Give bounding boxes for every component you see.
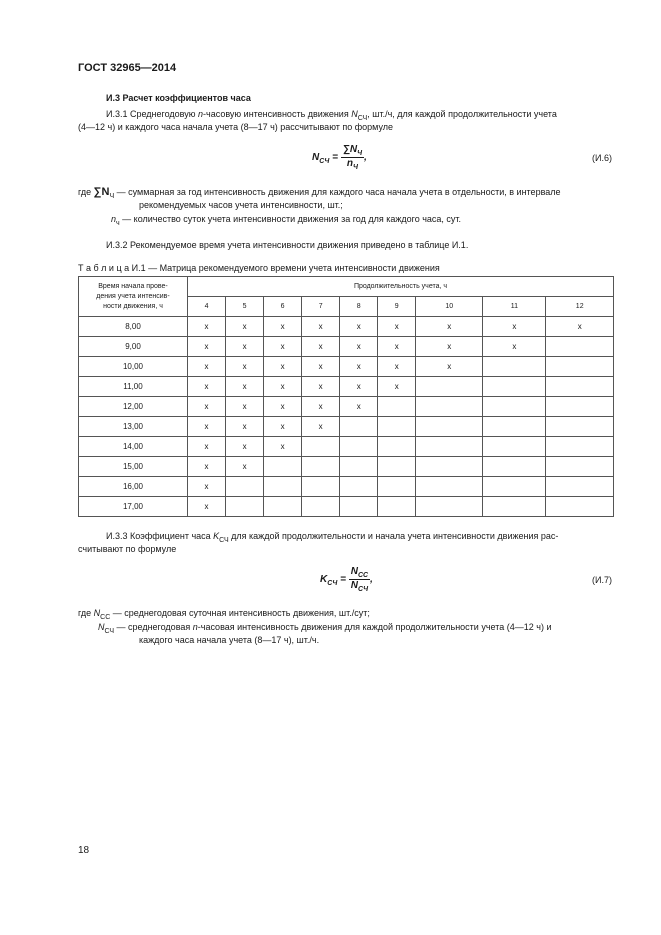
matrix-cell <box>302 437 340 457</box>
p1-tail: , шт./ч, для каждой продолжительности учета <box>367 109 557 119</box>
w2-text1: — среднегодовая суточная интенсивность движения, шт./сут; <box>110 608 370 618</box>
w1-sub2: ч <box>116 219 120 227</box>
matrix-cell <box>416 477 483 497</box>
matrix-cell: x <box>378 377 416 397</box>
matrix-cell <box>416 377 483 397</box>
matrix-cell: x <box>264 437 302 457</box>
f7-num-sub: СС <box>357 572 369 579</box>
matrix-cell: x <box>226 337 264 357</box>
page-number: 18 <box>78 845 90 856</box>
matrix-cell <box>483 357 546 377</box>
paragraph-i32: И.3.2 Рекомендуемое время учета интенсивности движения приведено в таблице И.1. <box>106 240 469 250</box>
table-row <box>79 337 614 357</box>
w1-sym: ∑N <box>93 186 110 198</box>
start-hour-cell: 11,00 <box>79 377 188 397</box>
matrix-cell: x <box>302 317 340 337</box>
w1-text2: — количество суток учета интенсивности движения за год для каждого часа, сут. <box>119 214 462 224</box>
matrix-cell: x <box>188 457 226 477</box>
matrix-cell: x <box>416 317 483 337</box>
w1-sym2: n <box>111 214 117 224</box>
matrix-cell: x <box>264 417 302 437</box>
matrix-cell <box>264 457 302 477</box>
start-hour-cell: 16,00 <box>79 477 188 497</box>
f6-num-sub: Ч <box>357 150 363 157</box>
matrix-cell <box>416 417 483 437</box>
matrix-cell <box>378 497 416 517</box>
matrix-cell: x <box>378 337 416 357</box>
w1-sub: Ч <box>109 192 115 200</box>
matrix-cell: x <box>226 357 264 377</box>
matrix-cell: x <box>302 417 340 437</box>
w2-sub1: СС <box>100 613 111 621</box>
matrix-cell: x <box>226 417 264 437</box>
f7-fraction <box>349 566 370 593</box>
matrix-cell: x <box>546 317 614 337</box>
matrix-cell: x <box>302 397 340 417</box>
w1-lead: где <box>78 187 94 197</box>
w2-sym2: N <box>98 622 105 632</box>
matrix-cell <box>483 457 546 477</box>
recommended-time-matrix <box>78 276 614 517</box>
f7-den: N <box>350 580 358 591</box>
w2-lead: где <box>78 608 94 618</box>
matrix-cell: x <box>188 317 226 337</box>
matrix-cell <box>483 417 546 437</box>
column-header-12: 12 <box>546 297 614 317</box>
matrix-cell <box>264 477 302 497</box>
p3-sym: K <box>213 531 220 541</box>
matrix-cell <box>302 497 340 517</box>
p3-lead: И.3.3 Коэффициент часа <box>106 531 214 541</box>
p1-mid: -часовую интенсивность движения <box>203 109 352 119</box>
paragraph-i33 <box>106 530 618 547</box>
where-block-1-cont: рекомендуемых часов учета интенсивности, шт.; <box>139 200 343 210</box>
column-header-5: 5 <box>226 297 264 317</box>
table-row <box>79 377 614 397</box>
matrix-cell: x <box>416 337 483 357</box>
paragraph-i33-line2: считывают по формуле <box>78 544 177 554</box>
column-header-8: 8 <box>340 297 378 317</box>
matrix-cell <box>302 457 340 477</box>
matrix-cell <box>378 457 416 477</box>
matrix-cell: x <box>340 377 378 397</box>
p3-sub: СЧ <box>219 536 229 544</box>
matrix-cell: x <box>226 437 264 457</box>
matrix-cell <box>483 377 546 397</box>
matrix-cell <box>340 497 378 517</box>
column-header-4: 4 <box>188 297 226 317</box>
standard-header: ГОСТ 32965—2014 <box>78 62 177 74</box>
w1-dash: — <box>114 187 129 197</box>
section-title: И.3 Расчет коэффициентов часа <box>106 93 251 103</box>
matrix-cell: x <box>226 317 264 337</box>
matrix-cell <box>264 497 302 517</box>
matrix-cell <box>340 417 378 437</box>
matrix-cell <box>546 377 614 397</box>
matrix-cell <box>378 417 416 437</box>
matrix-cell: x <box>302 357 340 377</box>
formula-i6 <box>312 144 367 171</box>
formula-i7-number: (И.7) <box>592 575 612 585</box>
start-hour-cell: 14,00 <box>79 437 188 457</box>
w2-text2b: -часовая интенсивность движения для каждой продолжительности учета (4—12 ч) и <box>197 622 552 632</box>
matrix-cell: x <box>264 377 302 397</box>
matrix-cell: x <box>226 397 264 417</box>
column-header-7: 7 <box>302 297 340 317</box>
matrix-cell <box>546 397 614 417</box>
matrix-cell: x <box>340 397 378 417</box>
column-header-10: 10 <box>416 297 483 317</box>
matrix-cell: x <box>188 497 226 517</box>
matrix-cell: x <box>483 317 546 337</box>
matrix-cell <box>226 497 264 517</box>
matrix-cell: x <box>188 357 226 377</box>
matrix-cell: x <box>302 337 340 357</box>
column-header-6: 6 <box>264 297 302 317</box>
p1-n: n <box>198 109 204 119</box>
where-block-2-cont: каждого часа начала учета (8—17 ч), шт./ч. <box>139 635 320 645</box>
f6-den: n <box>346 158 353 169</box>
w2-sub2: СЧ <box>104 627 114 635</box>
matrix-cell: x <box>264 337 302 357</box>
p1-lead: И.3.1 Среднегодовую <box>106 109 199 119</box>
matrix-cell <box>226 477 264 497</box>
start-hour-cell: 13,00 <box>79 417 188 437</box>
table-row <box>79 317 614 337</box>
table-row <box>79 437 614 457</box>
matrix-cell <box>483 497 546 517</box>
start-hour-cell: 9,00 <box>79 337 188 357</box>
f6-num: ∑N <box>342 144 358 155</box>
row-header-cell: Время начала прове- дения учета интенсив- ности движения, ч <box>79 277 188 317</box>
table-caption: Т а б л и ц а И.1 — Матрица рекомендуемого времени учета интенсивности движения <box>78 263 440 273</box>
f7-lhs-sub: СЧ <box>327 580 338 588</box>
f6-lhs: N <box>312 152 320 164</box>
column-group-header: Продолжительность учета, ч <box>188 277 614 297</box>
matrix-cell: x <box>416 357 483 377</box>
matrix-cell <box>416 397 483 417</box>
matrix-cell <box>483 397 546 417</box>
f6-eq: = <box>329 152 341 164</box>
f6-end: , <box>364 152 367 164</box>
matrix-cell: x <box>264 317 302 337</box>
matrix-cell: x <box>340 357 378 377</box>
table-row <box>79 457 614 477</box>
matrix-cell: x <box>264 357 302 377</box>
matrix-cell: x <box>188 437 226 457</box>
matrix-cell <box>546 357 614 377</box>
matrix-cell <box>546 417 614 437</box>
f6-den-sub: Ч <box>352 164 358 171</box>
start-hour-cell: 10,00 <box>79 357 188 377</box>
p1-sub: СЧ <box>357 114 368 122</box>
table-body <box>79 317 614 517</box>
matrix-cell: x <box>188 397 226 417</box>
w2-text2a: — среднегодовая <box>114 622 193 632</box>
matrix-cell: x <box>340 317 378 337</box>
matrix-cell: x <box>188 477 226 497</box>
paragraph-i31-line2: (4—12 ч) и каждого часа начала учета (8—17 ч) рассчитывают по формуле <box>78 122 394 132</box>
w2-n: n <box>192 622 198 632</box>
table-row <box>79 397 614 417</box>
table-row <box>79 477 614 497</box>
matrix-cell: x <box>226 457 264 477</box>
matrix-cell <box>378 397 416 417</box>
f7-lhs: K <box>320 574 328 586</box>
matrix-cell <box>546 457 614 477</box>
formula-i7 <box>320 566 373 593</box>
start-hour-cell: 8,00 <box>79 317 188 337</box>
f7-eq: = <box>337 574 349 586</box>
p1-sym: N <box>351 109 358 119</box>
table-row <box>79 357 614 377</box>
w1-text1: суммарная за год интенсивность движения для каждого часа начала учета в отдельности, в интервале <box>128 187 561 197</box>
table-row <box>79 497 614 517</box>
f7-end: , <box>370 574 373 586</box>
matrix-cell <box>546 337 614 357</box>
table-row <box>79 417 614 437</box>
matrix-cell <box>546 477 614 497</box>
matrix-cell: x <box>483 337 546 357</box>
matrix-cell: x <box>226 377 264 397</box>
matrix-cell: x <box>188 417 226 437</box>
matrix-cell <box>546 497 614 517</box>
f6-lhs-sub: СЧ <box>319 158 330 166</box>
matrix-cell: x <box>378 357 416 377</box>
matrix-cell <box>378 477 416 497</box>
column-header-9: 9 <box>378 297 416 317</box>
matrix-cell <box>483 437 546 457</box>
w2-sym1: N <box>93 608 101 618</box>
matrix-cell: x <box>378 317 416 337</box>
start-hour-cell: 15,00 <box>79 457 188 477</box>
formula-i6-number: (И.6) <box>592 153 612 163</box>
matrix-cell <box>416 457 483 477</box>
matrix-cell: x <box>188 337 226 357</box>
matrix-cell <box>378 437 416 457</box>
matrix-cell <box>483 477 546 497</box>
matrix-cell: x <box>340 337 378 357</box>
matrix-cell: x <box>302 377 340 397</box>
f7-num: N <box>350 566 358 577</box>
matrix-cell <box>340 477 378 497</box>
table-header-row <box>79 277 614 297</box>
matrix-cell: x <box>188 377 226 397</box>
matrix-cell <box>416 497 483 517</box>
matrix-cell <box>416 437 483 457</box>
where-block-1-n <box>111 213 611 230</box>
matrix-cell <box>302 477 340 497</box>
matrix-cell <box>340 437 378 457</box>
column-header-11: 11 <box>483 297 546 317</box>
matrix-cell <box>340 457 378 477</box>
start-hour-cell: 17,00 <box>79 497 188 517</box>
f7-den-sub: СЧ <box>357 586 369 593</box>
f6-fraction <box>341 144 364 171</box>
start-hour-cell: 12,00 <box>79 397 188 417</box>
matrix-cell <box>546 437 614 457</box>
p3-tail: для каждой продолжительности и начала учета интенсивности движения рас- <box>228 531 559 541</box>
matrix-cell: x <box>264 397 302 417</box>
